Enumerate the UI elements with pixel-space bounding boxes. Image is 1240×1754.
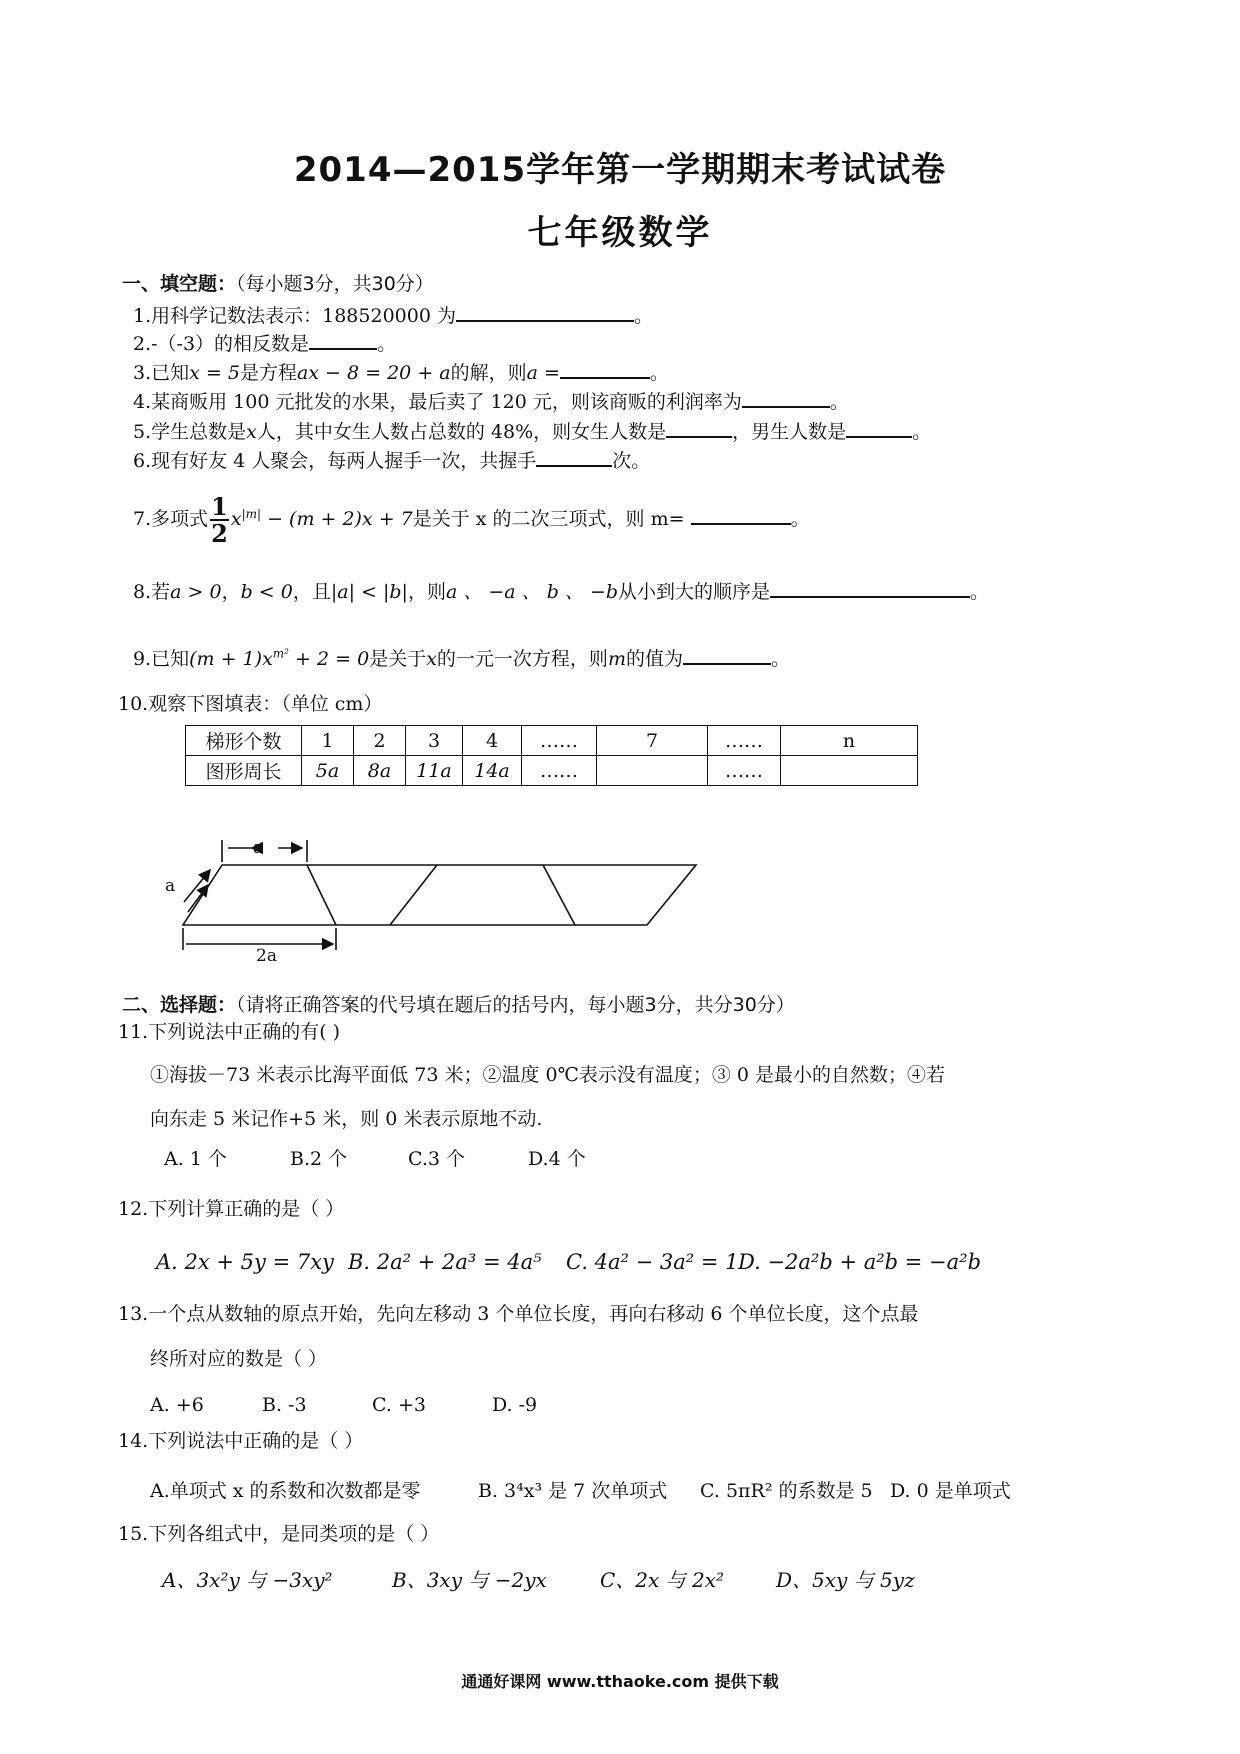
- q9-text-f: 的一元一次方程，则: [436, 648, 608, 670]
- q13-option-d[interactable]: D. -9: [492, 1394, 538, 1416]
- table-cell: 1: [302, 726, 354, 756]
- table-cell[interactable]: [781, 756, 918, 786]
- question-14: 14.下列说法中正确的是（ ）: [118, 1430, 364, 1452]
- q7-math-x: x: [230, 508, 242, 531]
- section1-title: 一、填空题：: [122, 273, 237, 295]
- q8-cond-a: a > 0: [170, 581, 222, 603]
- question-9: [133, 645, 790, 671]
- q4-end: 。: [829, 391, 849, 413]
- q2-blank[interactable]: [309, 330, 377, 350]
- q9-text-a: 9.已知: [133, 648, 190, 670]
- exam-title: 2014—2015学年第一学期期末考试试卷: [293, 150, 947, 190]
- q8-text-c: ，: [221, 581, 241, 603]
- table-cell: 5a: [302, 756, 354, 786]
- question-11-line1: ①海拔－73 米表示比海平面低 73 米；②温度 0℃表示没有温度；③ 0 是最小的自然数；④若: [150, 1064, 946, 1086]
- q8-end: 。: [970, 581, 990, 603]
- q9-math-m: m: [607, 648, 626, 670]
- q9-text-h: 的值为: [625, 648, 683, 670]
- question-13-line1: 13.一个点从数轴的原点开始，先向左移动 3 个单位长度，再向右移动 6 个单位长度，这个点最: [118, 1303, 919, 1325]
- q13-option-a[interactable]: A. +6: [150, 1394, 204, 1416]
- q14-option-b[interactable]: B. 3⁴x³ 是 7 次单项式: [478, 1480, 668, 1502]
- question-11-line2: 向东走 5 米记作+5 米，则 0 米表示原地不动.: [150, 1108, 543, 1130]
- figure-label-side: a: [165, 876, 176, 896]
- q6-blank[interactable]: [536, 447, 612, 467]
- q8-cond-b: b < 0: [240, 581, 293, 603]
- question-12: 12.下列计算正确的是（ ）: [118, 1198, 345, 1220]
- figure-outline: [183, 865, 696, 925]
- q15-option-b[interactable]: B、3xy 与 −2yx: [392, 1568, 547, 1592]
- figure-divider: [543, 865, 575, 925]
- q7-text-a: 7.多项式: [133, 508, 209, 531]
- q1-text: 1.用科学记数法表示：188520000 为: [133, 305, 456, 327]
- q7-polynomial: − (m + 2)x + 7: [261, 508, 413, 531]
- q5-text-c: 人，其中女生人数占总数的 48%，则女生人数是: [256, 421, 667, 443]
- q8-text-e: ，且: [292, 581, 331, 603]
- figure-divider: [390, 865, 437, 925]
- q3-blank[interactable]: [560, 359, 650, 379]
- q12-option-a[interactable]: A. 2x + 5y = 7xy: [156, 1250, 334, 1274]
- dimension-line-side: [184, 870, 210, 902]
- section2-heading: [122, 990, 795, 1017]
- q3-math-x: x = 5: [189, 362, 240, 384]
- section1-heading: [122, 269, 434, 296]
- q5-text-a: 5.学生总数是: [133, 421, 247, 443]
- q3-text-c: 是方程: [239, 362, 297, 384]
- q9-end: 。: [770, 648, 790, 670]
- table-row: [186, 726, 918, 756]
- figure-divider: [307, 865, 336, 925]
- question-4: [133, 388, 849, 414]
- section1-note: （每小题3分，共30分）: [236, 273, 434, 295]
- q9-math-rest: + 2 = 0: [289, 648, 370, 670]
- q11-option-c[interactable]: C.3 个: [408, 1148, 466, 1170]
- question-13-line2: 终所对应的数是（ ）: [150, 1348, 328, 1370]
- q3-end: 。: [649, 362, 669, 384]
- dimension-line-side: [188, 885, 208, 912]
- question-1: [133, 302, 653, 328]
- trapezoid-table: [185, 725, 918, 786]
- q8-text-i: 从小到大的顺序是: [618, 581, 771, 603]
- q1-end: 。: [633, 305, 653, 327]
- q9-math-x: x: [426, 648, 437, 670]
- q6-text-a: 6.现有好友 4 人聚会，每两人握手一次，共握手: [133, 450, 537, 472]
- figure-label-bottom: 2a: [256, 946, 277, 965]
- table-cell: 图形周长: [186, 756, 302, 786]
- table-cell: 11a: [406, 756, 463, 786]
- q2-text: 2.-（-3）的相反数是: [133, 333, 310, 355]
- table-cell: 3: [406, 726, 463, 756]
- question-3: [133, 359, 669, 385]
- table-cell: ……: [708, 726, 781, 756]
- q6-text-b: 次。: [612, 450, 651, 472]
- q5-math-x: x: [246, 421, 257, 443]
- q2-end: 。: [377, 333, 397, 355]
- q12-option-d[interactable]: D. −2a²b + a²b = −a²b: [738, 1250, 982, 1274]
- q11-option-b[interactable]: B.2 个: [290, 1148, 348, 1170]
- question-7: [133, 492, 810, 549]
- q4-text: 4.某商贩用 100 元批发的水果，最后卖了 120 元，则该商贩的利润率为: [133, 391, 742, 413]
- section2-title: 二、选择题：: [122, 994, 237, 1016]
- q13-option-c[interactable]: C. +3: [372, 1394, 426, 1416]
- q9-exponent: m²: [272, 646, 289, 661]
- q15-option-c[interactable]: C、2x 与 2x²: [600, 1568, 725, 1592]
- q5-text-d: ，男生人数是: [732, 421, 847, 443]
- q7-blank[interactable]: [691, 505, 791, 525]
- q9-math-base: (m + 1)x: [189, 648, 273, 670]
- q9-blank[interactable]: [683, 645, 771, 665]
- q14-option-d[interactable]: D. 0 是单项式: [890, 1480, 1011, 1502]
- q5-end: 。: [912, 421, 932, 443]
- q7-denominator: 2: [211, 519, 228, 549]
- q7-exponent: |m|: [241, 506, 262, 521]
- q15-option-a[interactable]: A、3x²y 与 −3xy²: [162, 1568, 333, 1592]
- q7-numerator: 1: [211, 492, 228, 521]
- table-cell: 2: [354, 726, 406, 756]
- q7-fraction: [210, 492, 229, 549]
- question-6: [133, 447, 650, 473]
- table-cell: 8a: [354, 756, 406, 786]
- figure-label-top: a: [253, 838, 264, 858]
- q12-option-b[interactable]: B. 2a² + 2a³ = 4a⁵: [348, 1250, 542, 1274]
- section2-note: （请将正确答案的代号填在题后的括号内，每小题3分，共分30分）: [236, 994, 795, 1016]
- table-cell: 4: [463, 726, 522, 756]
- q5-blank-female[interactable]: [666, 418, 732, 438]
- table-cell: 梯形个数: [186, 726, 302, 756]
- question-10: 10.观察下图填表：（单位 cm）: [118, 693, 383, 715]
- question-2: [133, 330, 396, 356]
- q11-option-a[interactable]: A. 1 个: [164, 1148, 227, 1170]
- table-cell: ……: [522, 726, 597, 756]
- question-11: 11.下列说法中正确的有( ): [118, 1021, 341, 1043]
- q1-blank[interactable]: [456, 302, 634, 322]
- q8-text-a: 8.若: [133, 581, 171, 603]
- table-cell: 7: [597, 726, 708, 756]
- q13-option-b[interactable]: B. -3: [262, 1394, 307, 1416]
- trapezoid-figure: [150, 830, 710, 965]
- q3-equation: ax − 8 = 20 + a: [296, 362, 451, 384]
- q8-abs-cond: |a| < |b|: [330, 581, 408, 603]
- question-8: [133, 578, 989, 604]
- q7-end: 。: [790, 508, 810, 531]
- q7-text-d: 是关于 x 的二次三项式，则 m=: [412, 508, 685, 531]
- q14-option-a[interactable]: A.单项式 x 的系数和次数都是零: [150, 1480, 421, 1502]
- table-cell: 14a: [463, 756, 522, 786]
- table-cell[interactable]: [597, 756, 708, 786]
- q9-text-d: 是关于: [369, 648, 427, 670]
- q5-blank-male[interactable]: [846, 418, 912, 438]
- q3-text-e: 的解，则: [450, 362, 527, 384]
- q11-option-d[interactable]: D.4 个: [528, 1148, 586, 1170]
- table-cell: ……: [708, 756, 781, 786]
- q8-text-g: ，则: [407, 581, 446, 603]
- question-15: 15.下列各组式中，是同类项的是（ ）: [118, 1523, 440, 1545]
- table-cell: n: [781, 726, 918, 756]
- q4-blank[interactable]: [742, 388, 830, 408]
- question-5: [133, 418, 931, 444]
- exam-subtitle: 七年级数学: [527, 213, 713, 253]
- q8-terms: a 、 −a 、 b 、 −b: [445, 581, 619, 603]
- q3-text-a: 3.已知: [133, 362, 190, 384]
- q8-blank[interactable]: [770, 578, 970, 598]
- q12-option-c[interactable]: C. 4a² − 3a² = 1: [566, 1250, 739, 1274]
- footer-text: 通通好课网 www.tthaoke.com 提供下载: [461, 1672, 779, 1691]
- q14-option-c[interactable]: C. 5πR² 的系数是 5: [700, 1480, 873, 1502]
- table-cell: ……: [522, 756, 597, 786]
- q15-option-d[interactable]: D、5xy 与 5yz: [776, 1568, 915, 1592]
- q3-math-a: a =: [526, 362, 560, 384]
- table-row: [186, 756, 918, 786]
